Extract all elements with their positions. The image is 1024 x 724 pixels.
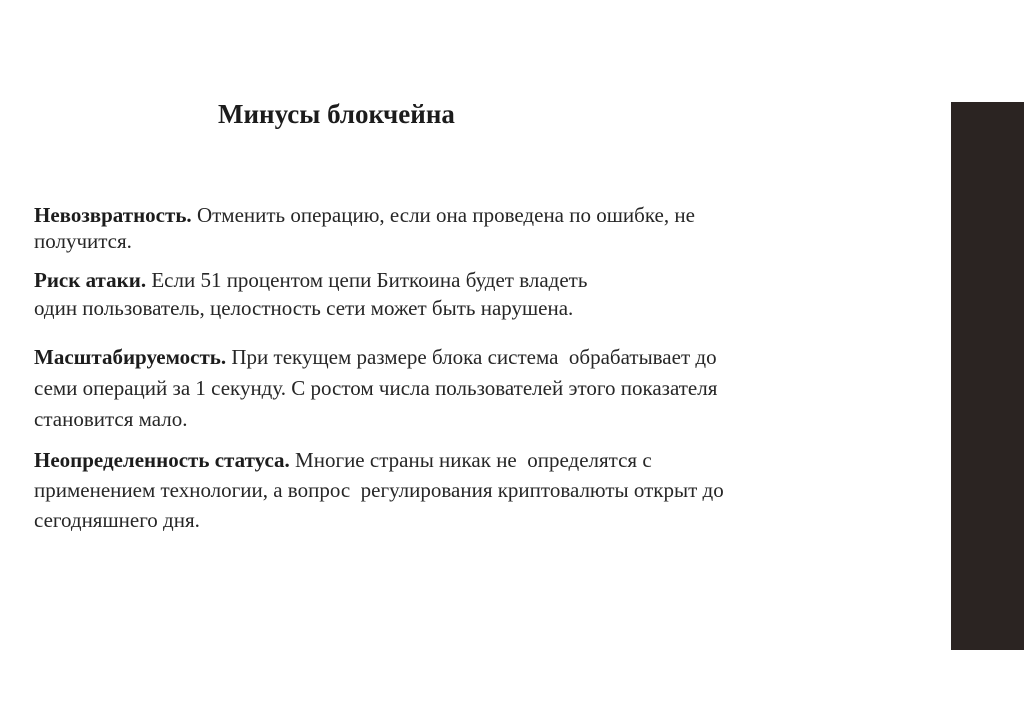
point-lead: Риск атаки. xyxy=(34,268,147,292)
point-line xyxy=(34,445,914,475)
point-irreversibility xyxy=(34,202,914,254)
slide-title: Минусы блокчейна xyxy=(218,99,455,129)
point-line xyxy=(34,342,914,373)
point-text: При текущем размере блока система обрабатывает до xyxy=(226,345,717,369)
point-line: применением технологии, а вопрос регулирования криптовалюты открыт до xyxy=(34,478,724,502)
point-line: семи операций за 1 секунду. С ростом числа пользователей этого показателя xyxy=(34,376,718,400)
point-text: Отменить операцию, если она проведена по ошибке, не xyxy=(191,203,695,227)
point-line: получится. xyxy=(34,229,132,253)
point-status-uncertainty xyxy=(34,445,914,535)
point-line xyxy=(34,266,914,294)
point-attack-risk xyxy=(34,266,914,322)
point-lead: Невозвратность. xyxy=(34,203,192,227)
point-text: Если 51 процентом цепи Биткоина будет владеть xyxy=(146,268,588,292)
point-line: становится мало. xyxy=(34,407,188,431)
point-line xyxy=(34,202,914,228)
point-lead: Неопределенность статуса. xyxy=(34,448,290,472)
point-line: сегодняшнего дня. xyxy=(34,508,200,532)
point-text: Многие страны никак не определятся с xyxy=(289,448,652,472)
point-scalability xyxy=(34,342,914,435)
decorative-side-bar xyxy=(951,102,1024,650)
point-lead: Масштабируемость. xyxy=(34,345,227,369)
point-line: один пользователь, целостность сети может быть нарушена. xyxy=(34,296,574,320)
